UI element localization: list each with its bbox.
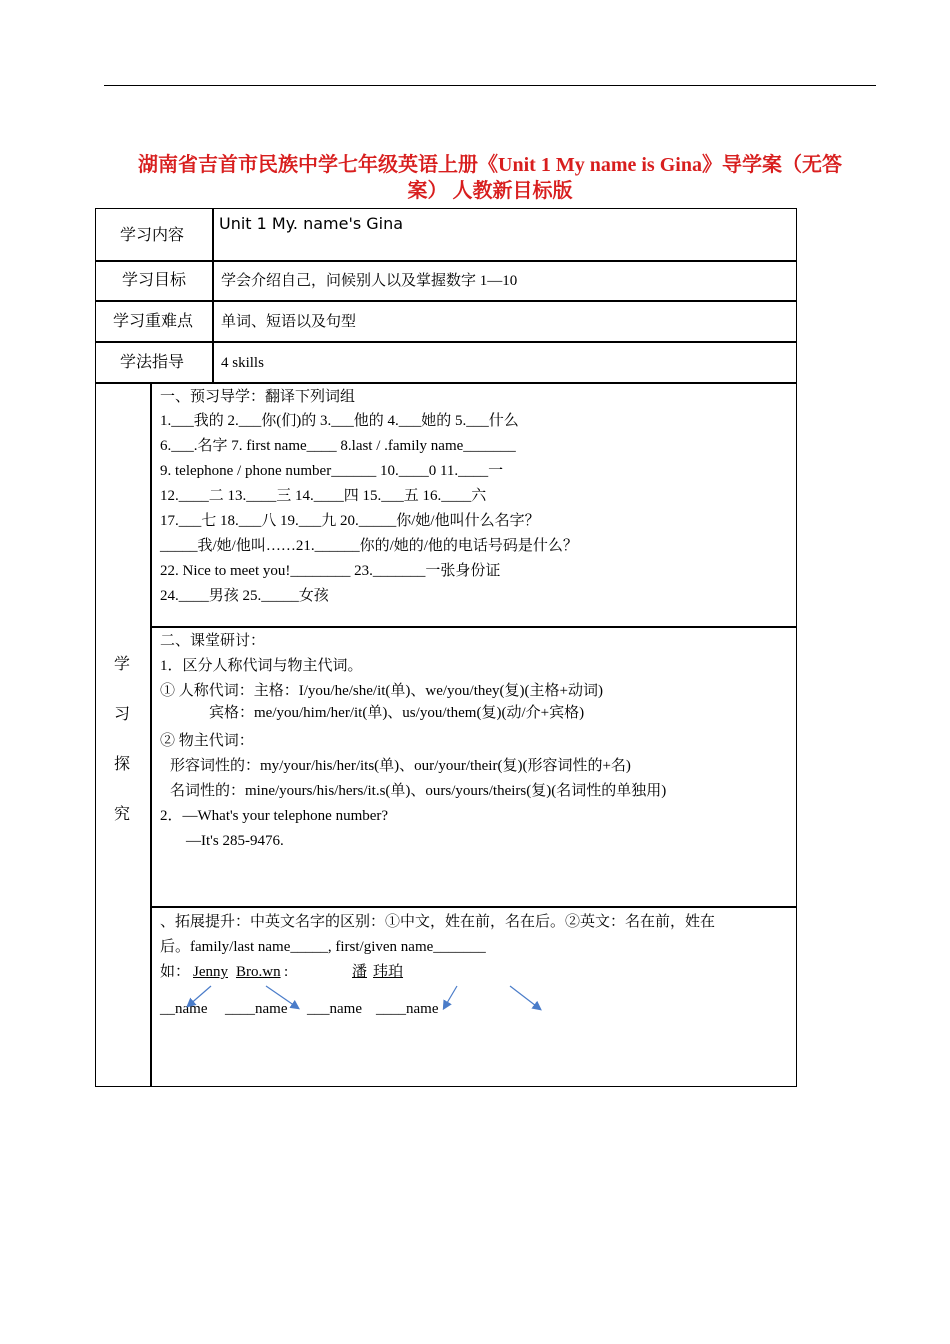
example-prefix: 如： [160,964,191,980]
side-label-char: 学 [114,656,131,673]
extend-line: 后。family/last name_____, first/given name_______ [160,939,486,955]
content-value: Unit 1 My. name's Gina [219,214,404,233]
chinese-family-name: 潘 [352,964,368,980]
class-line: 2．—What's your telephone number? [160,808,389,824]
example-colon: : [284,964,289,980]
name-blank: __name [160,1001,208,1017]
class-line: —It's 285-9476. [186,833,284,849]
preview-line: 1.___我的 2.___你(们)的 3.___他的 4.___她的 5.___什么 [160,413,519,429]
side-label-char: 探 [114,756,131,773]
goal-label: 学习目标 [122,272,187,289]
class-line: ① 人称代词：主格：I/you/he/she/it(单)、we/you/they(复)(主格+动词) [160,683,603,699]
method-value: 4 skills [221,355,264,371]
content-label: 学习内容 [120,227,185,244]
chinese-given-name: 玮珀 [373,964,404,980]
key-label: 学习重难点 [113,313,194,330]
preview-line: 6.___.名字 7. first name____ 8.last / .family name_______ [160,438,516,454]
class-line: ② 物主代词： [160,733,254,749]
class-line: 形容词性的：my/your/his/her/its(单)、our/your/their(复)(形容词性的+名) [170,758,631,774]
goal-value: 学会介绍自己，问候别人以及掌握数字 1—10 [221,273,518,289]
title-line-1: 湖南省吉首市民族中学七年级英语上册《Unit 1 My name is Gina》导学案（无答 [138,154,842,176]
title-line-2: 案） 人教新目标版 [407,180,573,202]
extend-line: 、拓展提升：中英文名字的区别：①中文，姓在前，名在后。②英文：名在前，姓在 [160,914,716,930]
side-label-char: 习 [114,706,131,723]
preview-line: 12.____二 13.____三 14.____四 15.___五 16.____六 [160,488,487,504]
english-first-name: Jenny [193,964,228,980]
name-blank: ____name [225,1001,288,1017]
arrow-icon [444,986,457,1008]
preview-heading: 一、预习导学：翻译下列词组 [160,389,356,405]
key-value: 单词、短语以及句型 [221,314,357,330]
preview-line: 9. telephone / phone number______ 10.____0 11.____一 [160,463,504,479]
side-label-char: 究 [114,806,131,823]
class-line: 1．区分人称代词与物主代词。 [160,658,363,674]
english-last-name: Bro.wn [236,964,281,980]
preview-line: 17.___七 18.___八 19.___九 20._____你/她/他叫什么名字？ [160,513,540,529]
class-line: 宾格：me/you/him/her/it(单)、us/you/them(复)(动/介+宾格) [209,705,585,721]
preview-line: 24.____男孩 25._____女孩 [160,588,329,604]
preview-line: _____我/她/他叫……21.______你的/她的/他的电话号码是什么？ [160,538,578,554]
name-blank: ___name [307,1001,362,1017]
name-blank: ____name [376,1001,439,1017]
method-label: 学法指导 [120,354,185,371]
arrow-icon [188,986,211,1006]
class-heading: 二、课堂研讨： [160,633,266,649]
arrow-icon [510,986,540,1009]
preview-line: 22. Nice to meet you!________ 23._______一张身份证 [160,563,501,579]
arrow-icon [266,986,298,1008]
class-line: 名词性的：mine/yours/his/hers/it.s(单)、ours/yours/theirs(复)(名词性的单独用) [170,783,667,799]
